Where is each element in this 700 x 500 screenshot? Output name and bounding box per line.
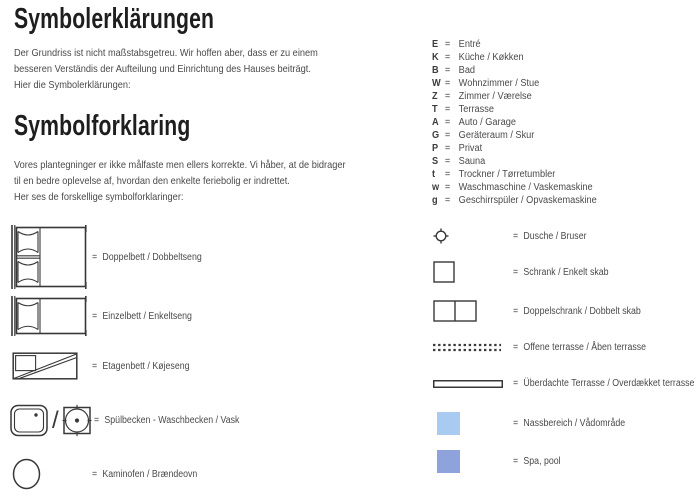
double-bed-icon (10, 225, 87, 289)
legend-label: = Spülbecken - Waschbecken / Vask (94, 415, 240, 426)
covered-terrace-icon (433, 380, 503, 388)
abbreviation-row: t = Trockner / Tørretumbler (432, 169, 556, 180)
wood-stove-icon (12, 458, 41, 490)
round-sink-icon (62, 404, 92, 437)
abbreviation-row: Z = Zimmer / Værelse (432, 91, 532, 102)
shower-icon (433, 228, 449, 244)
abbreviation-row: A = Auto / Garage (432, 117, 516, 128)
abbreviation-row: S = Sauna (432, 156, 486, 167)
abbreviation-list (432, 38, 597, 207)
legend-label: = Doppelbett / Dobbeltseng (92, 251, 202, 263)
abbreviation-row: G = Geräteraum / Skur (432, 130, 535, 141)
legend-label: = Doppelschrank / Dobbelt skab (513, 305, 641, 317)
legend-row-bunk-bed (12, 352, 203, 380)
legend-row-shower (433, 228, 597, 244)
legend-row-open-terrace (433, 342, 664, 353)
abbreviation-row: B = Bad (432, 65, 476, 76)
abbreviation-row: W = Wohnzimmer / Stue (432, 78, 540, 89)
abbreviation-row: T = Terrasse (432, 104, 494, 115)
legend-label: = Nassbereich / Vådområde (513, 418, 626, 429)
slash-separator: / (52, 406, 59, 434)
page-title-german: Symbolerklärungen (14, 3, 215, 35)
sink-icon (10, 404, 48, 437)
legend-label: = Offene terrasse / Åben terrasse (513, 342, 647, 353)
legend-label: = Schrank / Enkelt skab (513, 266, 609, 278)
abbreviation-row: E = Entré (432, 39, 481, 50)
wet-area-swatch (437, 412, 460, 435)
intro-paragraph-danish (14, 157, 346, 205)
legend-label: = Überdachte Terrasse / Overdækket terrasse (513, 378, 695, 389)
legend-label: = Spa, pool (513, 456, 561, 467)
legend-row-wet-area (437, 412, 640, 435)
single-cabinet-icon (433, 261, 455, 283)
legend-row-wood-stove (12, 458, 212, 490)
abbreviation-row: w = Waschmaschine / Vaskemaskine (432, 182, 593, 193)
legend-row-single-bed (10, 296, 206, 336)
legend-label: = Einzelbett / Enkeltseng (92, 310, 192, 322)
paragraph-line: besseren Verständis der Aufteilung und Einrichtung des Hauses beiträgt. (14, 63, 311, 75)
sink-icons-group (10, 404, 92, 437)
abbreviation-row: K = Küche / Køkken (432, 52, 524, 63)
bunk-bed-icon (12, 352, 78, 380)
intro-paragraph-german (14, 45, 318, 93)
paragraph-line: Hier die Symbolerklärungen: (14, 79, 131, 91)
abbreviation-row: g = Geschirrspüler / Opvaskemaskine (432, 195, 597, 206)
paragraph-line: til en bedre oplevelse af, hvordan den enkelte feriebolig er indrettet. (14, 175, 290, 187)
paragraph-line: Der Grundriss ist nicht maßstabsgetreu. Wir hoffen aber, dass er zu einem (14, 47, 318, 59)
spa-pool-swatch (437, 450, 460, 473)
double-cabinet-icon (433, 300, 477, 322)
paragraph-line: Her ses de forskellige symbolforklaringer: (14, 191, 184, 203)
legend-label: = Kaminofen / Brændeovn (92, 468, 198, 480)
page-title-danish: Symbolforklaring (14, 110, 191, 142)
legend-row-double-cabinet (433, 300, 658, 322)
legend-row-sink (10, 404, 259, 437)
legend-row-covered-terrace (433, 378, 700, 389)
legend-row-spa-pool (437, 450, 567, 473)
single-bed-icon (10, 296, 87, 336)
legend-row-cabinet (433, 261, 622, 283)
legend-label: = Etagenbett / Køjeseng (92, 360, 190, 372)
legend-row-double-bed (10, 225, 217, 289)
abbreviation-row: P = Privat (432, 143, 483, 154)
open-terrace-icon (433, 343, 501, 352)
legend-label: = Dusche / Bruser (513, 230, 587, 242)
paragraph-line: Vores plantegninger er ikke målfaste men ellers korrekte. Vi håber, at de bidrager (14, 159, 346, 171)
